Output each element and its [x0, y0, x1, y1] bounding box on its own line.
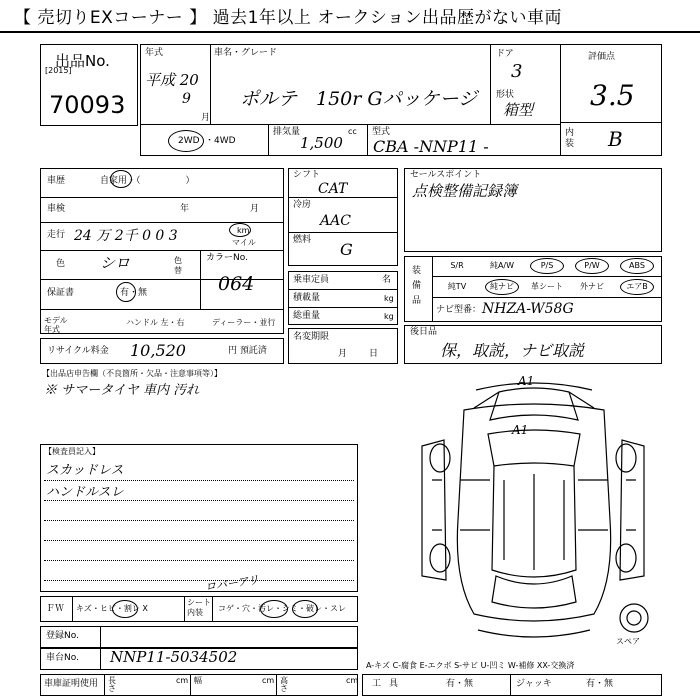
recycle-unit: 円 預託済 — [228, 346, 267, 356]
cm-3: cm — [346, 676, 359, 685]
lot-box — [40, 44, 138, 126]
recycle-value: 10,520 — [130, 341, 186, 360]
shaken-label: 車検 — [47, 204, 66, 214]
soukou-label: 走行 — [47, 230, 66, 240]
seat-label: シート内装 — [187, 598, 211, 617]
shareki-value: 自家用・（ ） — [100, 176, 195, 186]
handle-label: ハンドル 左・右 — [126, 318, 185, 327]
iro-value: シロ — [100, 254, 131, 272]
lot-label: 出品No. — [55, 52, 110, 70]
mile-unit: マイル — [232, 238, 256, 247]
name-label: 車名・グレード — [214, 48, 278, 58]
shaken-year: 年 — [180, 204, 190, 214]
fw-label: ＦＷ — [46, 604, 65, 614]
banner-title: 【 売切りEXコーナー 】 過去1年以上 オークション出品歴がない車両 — [14, 8, 562, 28]
lot-year-tag: [2015] — [45, 66, 72, 75]
cm-2: cm — [262, 676, 275, 685]
touroku-label: 登録No. — [46, 631, 79, 641]
seat-value: コゲ・穴・汚レ・シミ・破レ・スレ — [218, 604, 346, 613]
equip-item: P/S — [540, 261, 554, 270]
hoshou-label: 保証書 — [47, 288, 75, 298]
equip-item: エアB — [626, 282, 648, 291]
equip-circle — [620, 279, 654, 295]
diagram-mark-roof: A1 — [512, 423, 529, 437]
shareki-circle — [110, 170, 132, 188]
car-damage-diagram — [404, 370, 662, 662]
drive-4wd: ・4WD — [205, 136, 236, 146]
name-value: ポルテ 150r Gパッケージ — [240, 88, 478, 110]
shaken-month: 月 — [250, 204, 260, 214]
souju-label: 総重量 — [293, 311, 321, 321]
drive-2wd: 2WD — [178, 136, 200, 146]
nenshiki-label: 年式 — [145, 48, 164, 58]
soukou-value: 24 万 2千 0 0 3 — [74, 228, 178, 244]
month-unit: 月 — [201, 113, 211, 123]
cc-unit: cc — [348, 127, 357, 136]
haba-label: 幅 — [194, 676, 202, 685]
inspector-line-2: ハンドルスレ — [46, 485, 124, 500]
score-label: 評価点 — [588, 52, 616, 62]
recycle-label: リサイクル料金 — [47, 346, 109, 356]
naisou-label: 内装 — [565, 128, 575, 149]
meihen-unit: 月日 — [338, 349, 401, 359]
model-label: モデル年式 — [44, 316, 68, 334]
katashiki-label: 型式 — [372, 127, 391, 137]
equip-item: 革シート — [531, 282, 563, 291]
inspector-header: 【検査員記入】 — [44, 447, 100, 456]
ato-value: 保，取説，ナビ取説 — [440, 341, 585, 360]
equip-item: 純TV — [447, 282, 467, 291]
nenryo-label: 燃料 — [293, 235, 312, 245]
shift-value: CAT — [318, 181, 348, 197]
banner-rule — [0, 31, 700, 33]
shadai-label: 車台No. — [46, 653, 79, 663]
door-label: ドア — [496, 49, 514, 59]
shareki-label: 車歴 — [47, 176, 66, 186]
fw-circle — [112, 600, 138, 618]
reibou-label: 冷房 — [293, 200, 312, 210]
equip-item: 外ナビ — [580, 282, 604, 291]
spare-label: スペア — [616, 637, 640, 646]
iro-label: 色 — [56, 259, 66, 269]
shift-label: シフト — [293, 170, 321, 180]
hoshou-circle — [116, 282, 136, 302]
teiin-unit: 名 — [382, 275, 392, 285]
sekisai-label: 積載量 — [293, 293, 321, 303]
fw-value: キズ・ヒビ・割レ X — [76, 604, 148, 613]
tools-row — [362, 674, 662, 696]
score-value: 3.5 — [590, 79, 635, 112]
month-value: 9 — [182, 91, 191, 107]
sales-box — [404, 168, 662, 252]
jack-label: ジャッキ — [516, 679, 552, 689]
haikiryo-value: 1,500 — [300, 134, 343, 152]
damage-legend: A-キズ C-腐食 E-エクボ S-サビ U-凹ミ W-補修 XX-交換済 — [366, 661, 575, 670]
door-value: 3 — [511, 61, 523, 82]
katachi-value: 箱型 — [503, 101, 534, 119]
navi-label: ナビ型番： — [436, 305, 482, 315]
inspector-annotation: ロバーアリ — [204, 573, 260, 594]
naisou-value: B — [608, 127, 623, 151]
reibou-value: AAC — [320, 213, 351, 229]
cm-1: cm — [176, 676, 189, 685]
shadai-value: NNP11-5034502 — [110, 648, 238, 666]
equip-circle — [530, 258, 564, 274]
equip-item: 純A/W — [489, 261, 515, 270]
notes-value: ※ サマータイヤ 車内 汚れ — [44, 383, 200, 398]
color-change: 色替 — [174, 256, 182, 275]
nenshiki-value: 平成 20 — [145, 71, 199, 89]
color-no-value: 064 — [218, 273, 255, 295]
ato-label: 後日品 — [410, 327, 438, 337]
equip-item: S/R — [450, 261, 464, 270]
touroku-row — [40, 626, 358, 648]
kg-unit-2: kg — [384, 312, 394, 321]
taka-label: 高さ — [280, 676, 288, 693]
hoshou-value: 有・無 — [120, 288, 148, 298]
nenryo-value: G — [340, 240, 353, 259]
equip-item: 純ナビ — [490, 282, 514, 291]
shomei-label: 車庫証明使用 — [44, 679, 99, 689]
haikiryo-label: 排気量 — [273, 127, 301, 137]
jack-value: 有・無 — [586, 679, 614, 689]
kougu-value: 有・無 — [446, 679, 474, 689]
notes-header: 【出品店申告欄（不良箇所・欠品・注意事項等）】 — [42, 369, 222, 378]
dealer-label: ディーラー・並行 — [212, 318, 276, 327]
katachi-label: 形状 — [496, 90, 515, 100]
km-circle — [229, 223, 251, 237]
equip-circle — [485, 279, 519, 295]
diagram-mark-top: A1 — [518, 374, 535, 388]
equip-item: P/W — [584, 261, 600, 270]
naga-label: 長さ — [108, 676, 116, 693]
drive-2wd-circle — [168, 130, 204, 152]
equip-item: ABS — [629, 261, 645, 270]
equip-circle — [575, 258, 609, 274]
seat-circle-2 — [292, 600, 318, 618]
equip-circle — [620, 258, 654, 274]
teiin-label: 乗車定員 — [293, 275, 330, 285]
color-no-label: カラーNo. — [206, 253, 248, 263]
seat-circle-1 — [260, 600, 288, 618]
meihen-label: 名変期限 — [293, 332, 330, 342]
equip-label: 装備品 — [412, 266, 422, 306]
kg-unit-1: kg — [384, 294, 394, 303]
lot-number: 70093 — [49, 91, 126, 119]
katashiki-value: CBA -NNP11 - — [373, 137, 489, 156]
navi-value: NHZA-W58G — [482, 301, 574, 317]
sales-label: セールスポイント — [410, 170, 482, 180]
sales-value: 点検整備記録簿 — [412, 182, 518, 200]
inspector-line-1: スカッドレス — [46, 463, 124, 478]
kougu-label: 工具 — [372, 679, 407, 689]
km-unit: km — [237, 226, 250, 235]
